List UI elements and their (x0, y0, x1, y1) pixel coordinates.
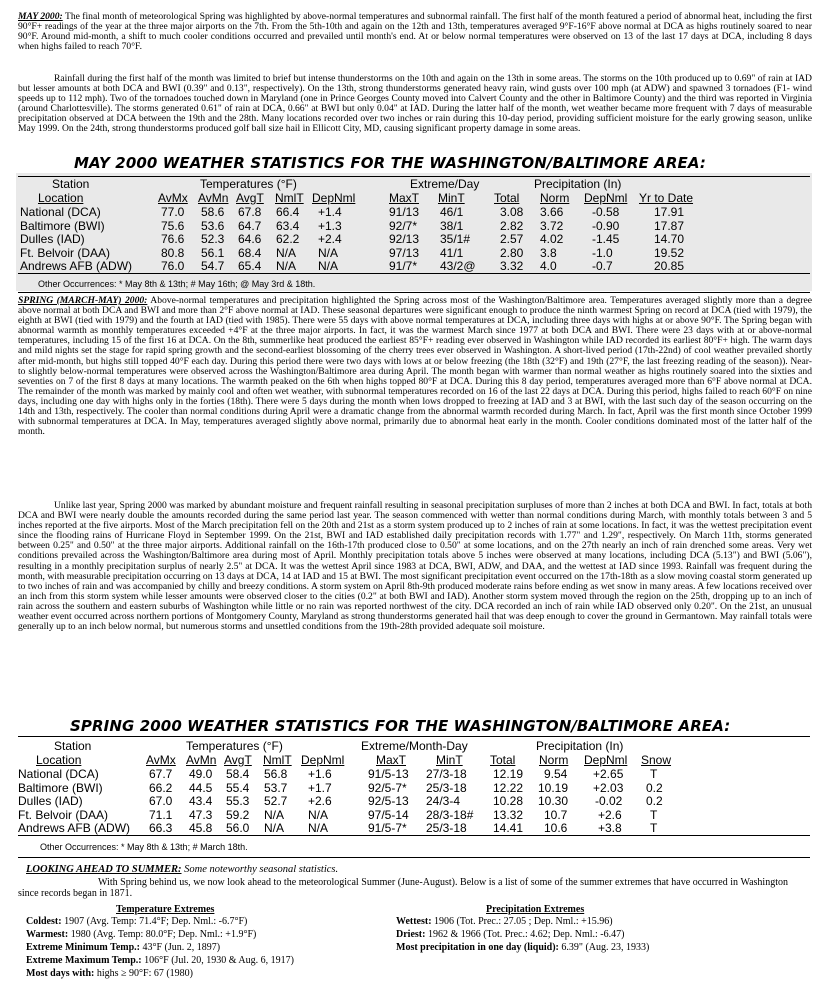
may-col-total: Total (494, 191, 520, 205)
may-paragraph-2 (18, 74, 812, 135)
may-cell: 53.6 (201, 218, 225, 233)
precipitation-extreme-row: Wettest: 1906 (Tot. Prec.: 27.05 ; Dep. Nml.: +15.96) (396, 916, 613, 927)
spring-cell: 9.54 (544, 767, 568, 781)
may-cell: National (DCA) (20, 205, 101, 219)
spring-cell: 27/3-18 (426, 767, 467, 781)
may-table-note: Other Occurrences: * May 8th & 13th; # May 16th; @ May 3rd & 18th. (38, 279, 316, 289)
may-cell: N/A (276, 259, 297, 273)
spring-col-maxt: MaxT (376, 753, 406, 767)
may-cell: 2.80 (500, 245, 524, 260)
summer-lead: LOOKING AHEAD TO SUMMER: (26, 864, 182, 875)
may-col-location: Location (38, 191, 84, 205)
spring-cell: +1.6 (308, 767, 332, 781)
spring-table-row (18, 809, 810, 823)
temperature-extreme-row: Most days with: highs ≥ 90°F: 67 (1980) (26, 968, 194, 979)
may-cell: -1.45 (592, 232, 620, 246)
temperature-extreme-row: Coldest: 1907 (Avg. Temp: 71.4°F; Dep. Nml.: -6.7°F) (26, 916, 248, 927)
spring-cell: 49.0 (189, 767, 213, 781)
spring-col-total: Total (490, 753, 516, 767)
may-group-temperatures: Temperatures (°F) (200, 177, 297, 191)
may-cell: -1.0 (592, 245, 613, 260)
may-cell: -0.90 (592, 218, 620, 233)
spring-lead: SPRING (MARCH-MAY) 2000: (18, 295, 148, 306)
spring-cell: T (650, 807, 658, 822)
may-col-avgt: AvgT (236, 191, 264, 205)
may-cell: Dulles (IAD) (20, 232, 85, 246)
spring-cell: 10.19 (538, 780, 569, 795)
spring-col-snow: Snow (641, 753, 672, 767)
summer-subtitle: Some noteworthy seasonal statistics. (184, 864, 339, 875)
spring-paragraph-1 (18, 296, 812, 437)
spring-cell: Baltimore (BWI) (18, 780, 103, 795)
may-table-row (18, 206, 810, 220)
precipitation-extremes-title: Precipitation Extremes (486, 904, 585, 915)
may-cell: 4.02 (540, 232, 564, 246)
may-text-2: Rainfall during the first half of the month was limited to brief but intense thunderstorms on the 10th and again on the 13th in some areas. The storms on the 10th produced up to 0.69" of rain at IAD but lesser amounts at both DCA and BWI (0.39" and 0.13", respectively). On the 13th, strong thunderstorms generated heavy rain, wind gusts over 100 mph (at ADW) and spawned 3 tornadoes (F1- wind speeds up to 112 mph). Two of the tornadoes touched down in Maryland (one in Prince Georges County moved into Calvert County and the other in Baltimore County) and the third was reported in Virginia (around Charlottesville). The storms generated 0.61" of rain at DCA, 0.66" at BWI but only 0.04" at IAD. During the latter half of the month, wet weather became more frequent with 7 days of measurable precipitation observed at DCA between the 19th and the 28th. Many locations recorded over two inches or rain during this 10-day period, providing sufficient moisture for the early growing season, unlike May 1999. On the 24th, strong thunderstorms produced golf ball size hail in Ellicott City, MD, causing significant property damage in some areas. (18, 73, 812, 135)
may-cell: 38/1 (440, 218, 464, 233)
spring-cell: 91/5-13 (368, 767, 409, 781)
spring-col-avmn: AvMn (186, 753, 217, 767)
may-cell: 3.8 (540, 245, 557, 260)
may-col-mint: MinT (438, 191, 465, 205)
may-cell: 2.57 (500, 232, 524, 246)
may-cell: 68.4 (238, 245, 262, 260)
spring-cell: 56.0 (226, 821, 250, 835)
spring-col-nmlt: NmlT (263, 753, 292, 767)
summer-heading (26, 865, 806, 875)
temperature-extremes-title: Temperature Extremes (116, 904, 215, 915)
may-lead: MAY 2000: (18, 11, 63, 22)
may-cell: 75.6 (161, 218, 185, 233)
summer-intro (18, 878, 788, 899)
may-cell: N/A (318, 245, 339, 260)
spring-cell: 0.2 (646, 780, 663, 795)
spring-cell: Ft. Belvoir (DAA) (18, 807, 109, 822)
temperature-extreme-row: Warmest: 1980 (Avg. Temp: 80.0°F; Dep. Nml.: +1.9°F) (26, 929, 257, 940)
may-cell: Ft. Belvoir (DAA) (20, 245, 111, 260)
spring-table-row (18, 795, 810, 809)
may-cell: 19.52 (654, 245, 685, 260)
summer-intro-text: With Spring behind us, we now look ahead to the meteorological Summer (June-August). Below is a list of some of the summer extremes that have occurred in Washington since records began in 1871. (18, 877, 788, 899)
spring-cell: 0.2 (646, 794, 663, 808)
may-cell: +2.4 (318, 232, 342, 246)
may-table-title: MAY 2000 WEATHER STATISTICS FOR THE WASHINGTON/BALTIMORE AREA: (74, 154, 706, 172)
may-col-depnml: DepNml (312, 191, 356, 205)
may-col-avmn: AvMn (198, 191, 229, 205)
may-group-precipitation: Precipitation (In) (534, 177, 622, 191)
may-table-mid-rule (18, 273, 810, 274)
may-cell: 2.82 (500, 218, 524, 233)
may-group-station: Station (52, 177, 90, 191)
may-cell: 92/7* (389, 218, 418, 233)
may-cell: 76.6 (161, 232, 185, 246)
spring-group-station: Station (54, 739, 92, 753)
may-cell: 64.7 (238, 218, 262, 233)
spring-text-2: Unlike last year, Spring 2000 was marked by abundant moisture and frequent rainfall resulting in seasonal precipitation surpluses of more than 2 inches at both DCA and BWI. In fact, totals at both DCA and BWI were nearly double the amounts recorded during the same period last year. The season commenced with wetter than normal conditions during March, with monthly totals between 3 and 5 inches reported at the five airports. Most of the March precipitation fell on the 20th and 21st as a storm system produced up to 2 inches of rain at some locations. In fact, it was the wettest precipitation event since the flooding rains of Hurricane Floyd in September 1999. On the 21st, BWI and IAD established daily precipitation records with 1.77" and 1.29", respectively. On March 11th, storms generated between 0.25" and 0.50" at the three major airports. Additional rainfall on the 16th-17th produced close to 0.50" at some locations, and on the 27th nearly an inch of rain drenched some areas. Very wet conditions prevailed across the Washington/Baltimore area during most of April. Monthly precipitation totals above 5 inches were observed at many locations, including DCA (5.13") and BWI (5.06"), resulting in a monthly precipitation surplus of nearly 2.5" at DCA. It was the wettest April since 1983 at DCA, BWI, ADW, and DAA, and the wettest at IAD since 1993. Rainfall was frequent during the month, with measurable precipitation occurring on 13 days at DCA, 14 at IAD and 15 at BWI. The most significant precipitation event occurred on the 17th-18th as a slow moving coastal storm generated up to two inches of rain and was accompanied by chilly and breezy conditions. A storm system on April 8th-9th produced moderate rains before ending as wet snow in many areas. A few locations received over an inch from this storm system while lesser amounts were observed closer to the cities (0.2" at both BWI and IAD). Another storm system moved through the region on the 25th, dropping up to an inch of rain across the southern and eastern suburbs of Washington while little or no rain was reported northwest of the city. DCA recorded an inch of rain while IAD observed only 0.20". On the 21st, an unusual weather event occurred across northern portions of Montgomery County, Maryland as strong thunderstorms generated hail that was deep enough to cover the ground in Germantown. May rainfall totals were generally up to an inch below normal, but numerous storms and unsettled conditions from the 19th-28th provided adequate soil moisture. (18, 500, 812, 633)
spring-cell: T (650, 767, 658, 781)
may-col-depnml-precip: DepNml (584, 191, 628, 205)
may-cell: 3.66 (540, 205, 564, 219)
spring-col-depnml: DepNml (301, 753, 345, 767)
spring-cell: +3.8 (598, 821, 622, 835)
may-table-row (18, 233, 810, 247)
may-cell: 63.4 (276, 218, 300, 233)
spring-cell: 53.7 (264, 780, 288, 795)
spring-cell: T (650, 821, 658, 835)
spring-col-location: Location (36, 753, 82, 767)
may-cell: N/A (276, 245, 297, 260)
temperature-extreme-row: Extreme Maximum Temp.: 106°F (Jul. 20, 1930 & Aug. 6, 1917) (26, 955, 294, 966)
spring-cell: 47.3 (189, 807, 213, 822)
spring-cell: N/A (264, 821, 285, 835)
may-cell: +1.4 (318, 205, 342, 219)
spring-cell: +2.03 (593, 780, 624, 795)
may-group-extreme: Extreme/Day (410, 177, 480, 191)
spring-cell: 58.4 (226, 767, 250, 781)
spring-col-norm: Norm (539, 753, 569, 767)
may-cell: Andrews AFB (ADW) (20, 259, 133, 273)
spring-cell: 10.7 (544, 807, 568, 822)
spring-table-title: SPRING 2000 WEATHER STATISTICS FOR THE WASHINGTON/BALTIMORE AREA: (70, 717, 731, 735)
may-table (18, 177, 810, 273)
may-cell: 20.85 (654, 259, 685, 273)
spring-cell: 97/5-14 (368, 807, 409, 822)
spring-cell: 12.22 (493, 780, 524, 795)
may-cell: 80.8 (161, 245, 185, 260)
spring-cell: 66.2 (149, 780, 173, 795)
temperature-extreme-row: Extreme Minimum Temp.: 43°F (Jun. 2, 1897) (26, 942, 221, 953)
spring-cell: 24/3-4 (426, 794, 461, 808)
spring-cell: +2.65 (593, 767, 624, 781)
spring-cell: 25/3-18 (426, 821, 467, 835)
spring-cell: 52.7 (264, 794, 288, 808)
spring-text-1: Above-normal temperatures and precipitation highlighted the Spring across most of the Washington/Baltimore area. Temperatures averaged slightly more than a degree above normal at both DCA and BWI and more than 2°F above normal at IAD. These seasonal departures were significant enough to produce the ninth warmest Spring on record at DCA (tied with 1979), the eighth at BWI (tied with 1979) and the fourth at IAD (tied with 1985). There were 55 days with above normal temperatures at DCA, including three days with highs at or above 90°F. The Spring began with abnormal warmth as monthly temperatures exceeded +4°F at the three major airports. In fact, it was the warmest March since 1977 at both DCA and BWI. There were 23 days with at or above-normal temperatures, including 15 of the first 16 at DCA. On the 8th, summerlike heat produced the earliest 85°F+ reading ever observed in Washington while IAD recorded its earliest 80°F+ high. The warm days and mild nights set the stage for rapid spring growth and the second-earliest blossoming of the cherry trees ever observed in Washington. A short-lived period (17th-22nd) of cool weather prevailed shortly after mid-month, but highs still topped 40°F each day. During this period there were two days with lows at or below freezing (the 18th (32°F) and 19th (27°F, the last freezing reading of the season)). Near- to slightly below-normal temperatures were observed across the Washington/Baltimore area during April. The month began with warmer than normal weather as highs routinely soared into the sixties and seventies on 7 of the first 8 days at many locations. The warmth peaked on the 6th when highs topped 80°F at DCA. During this 8 day period, temperatures averaged more than 6°F above normal at DCA. The remainder of the month was marked by mainly cool and often wet weather, with subnormal temperatures recorded on 16 of the last 22 days at DCA. During this period, highs failed to reach 60°F on nine days, including one day with highs only in the forties (18th). There were 5 days during the month when lows dropped to freezing at IAD and 3 at BWI, with the last such day of the season occurring on the 14th and 13th, respectively. The cooler than normal conditions during April were a dramatic change from the abnormal warmth recorded during March. In fact, April was the first month since October 1999 with subnormal temperatures at DCA. In May, temperatures averaged slightly above normal, primarily due to abnormal heat early in the month. Cooler conditions dominated most of the latter half of the month. (18, 295, 813, 438)
may-cell: 17.87 (654, 218, 685, 233)
may-cell: 41/1 (440, 245, 464, 260)
spring-cell: 59.2 (226, 807, 250, 822)
may-text-1: The final month of meteorological Spring was highlighted by above-normal temperatures and subnormal rainfall. The first half of the month featured a period of abnormal heat, including the first 90°F+ readings of the year at the three major airports on the 7th. From the 5th-10th and again on the 12th and 13th, temperatures averaged 9°F-16°F above normal at DCA as highs routinely soared to near 90°F. Around mid-month, a shift to much cooler conditions occurred and prevailed until month's end. At or below normal temperatures were observed on 13 of the last 17 days at DCA, including 8 days when highs failed to reach 70°F. (18, 11, 812, 53)
spring-table-bottom-rule (18, 857, 810, 858)
may-cell: Baltimore (BWI) (20, 218, 105, 233)
spring-cell: +2.6 (308, 794, 332, 808)
may-cell: 14.70 (654, 232, 685, 246)
spring-table-note: Other Occurrences: * May 8th & 13th; # March 18th. (40, 842, 248, 852)
spring-cell: 10.28 (493, 794, 524, 808)
spring-table-row (18, 782, 810, 796)
may-col-avmx: AvMx (158, 191, 188, 205)
spring-cell: 55.3 (226, 794, 250, 808)
may-cell: 35/1# (440, 232, 471, 246)
spring-cell: Andrews AFB (ADW) (18, 821, 131, 835)
spring-cell: 12.19 (493, 767, 524, 781)
may-cell: 52.3 (201, 232, 225, 246)
may-cell: +1.3 (318, 218, 342, 233)
precipitation-extreme-row: Driest: 1962 & 1966 (Tot. Prec.: 4.62; Dep. Nml.: -6.47) (396, 929, 625, 940)
spring-table-row (18, 768, 810, 782)
spring-cell: 45.8 (189, 821, 213, 835)
may-cell: 97/13 (389, 245, 420, 260)
may-cell: 67.8 (238, 205, 262, 219)
may-cell: 43/2@ (440, 259, 476, 273)
may-cell: N/A (318, 259, 339, 273)
spring-paragraph-2 (18, 501, 812, 632)
spring-cell: 56.8 (264, 767, 288, 781)
may-col-maxt: MaxT (389, 191, 419, 205)
spring-table (18, 739, 810, 835)
spring-cell: 13.32 (493, 807, 524, 822)
spring-cell: N/A (308, 821, 329, 835)
spring-cell: 44.5 (189, 780, 213, 795)
may-cell: 76.0 (161, 259, 185, 273)
spring-cell: 55.4 (226, 780, 250, 795)
spring-cell: 66.3 (149, 821, 173, 835)
spring-table-row (18, 822, 810, 836)
spring-group-precipitation: Precipitation (In) (536, 739, 624, 753)
spring-cell: 28/3-18# (426, 807, 474, 822)
spring-cell: 91/5-7* (368, 821, 407, 835)
may-cell: 91/13 (389, 205, 420, 219)
may-cell: 3.32 (500, 259, 524, 273)
spring-cell: 71.1 (149, 807, 173, 822)
may-cell: 3.72 (540, 218, 564, 233)
may-cell: -0.58 (592, 205, 620, 219)
spring-col-mint: MinT (436, 753, 463, 767)
spring-cell: +2.6 (598, 807, 622, 822)
may-cell: 66.4 (276, 205, 300, 219)
spring-col-avgt: AvgT (224, 753, 252, 767)
may-cell: 56.1 (201, 245, 225, 260)
spring-group-extreme: Extreme/Month-Day (361, 739, 468, 753)
spring-table-top-rule (18, 736, 810, 737)
spring-cell: Dulles (IAD) (18, 794, 83, 808)
may-cell: 46/1 (440, 205, 464, 219)
may-cell: 77.0 (161, 205, 185, 219)
may-cell: -0.7 (592, 259, 613, 273)
spring-cell: +1.7 (308, 780, 332, 795)
spring-cell: 67.7 (149, 767, 173, 781)
may-cell: 92/13 (389, 232, 420, 246)
spring-cell: National (DCA) (18, 767, 99, 781)
spring-cell: 67.0 (149, 794, 173, 808)
may-cell: 91/7* (389, 259, 418, 273)
spring-cell: 43.4 (189, 794, 213, 808)
spring-cell: 14.41 (493, 821, 524, 835)
may-cell: 17.91 (654, 205, 685, 219)
may-cell: 65.4 (238, 259, 262, 273)
precipitation-extreme-row: Most precipitation in one day (liquid): 6.39" (Aug. 23, 1933) (396, 942, 650, 953)
spring-cell: -0.02 (595, 794, 623, 808)
may-cell: 3.08 (500, 205, 524, 219)
may-table-bottom-rule (18, 292, 810, 293)
may-col-norm: Norm (540, 191, 570, 205)
may-cell: 54.7 (201, 259, 225, 273)
spring-group-temperatures: Temperatures (°F) (186, 739, 283, 753)
spring-cell: 10.6 (544, 821, 568, 835)
may-paragraph-1 (18, 12, 812, 52)
may-cell: 4.0 (540, 259, 557, 273)
spring-cell: 92/5-7* (368, 780, 407, 795)
spring-col-avmx: AvMx (146, 753, 176, 767)
may-cell: 62.2 (276, 232, 300, 246)
spring-cell: N/A (264, 807, 285, 822)
spring-cell: 25/3-18 (426, 780, 467, 795)
may-col-nmlt: NmlT (275, 191, 304, 205)
spring-table-mid-rule (18, 835, 810, 836)
may-col-yr-to-date: Yr to Date (639, 191, 694, 205)
spring-cell: 10.30 (538, 794, 569, 808)
may-table-row (18, 260, 810, 274)
may-cell: 64.6 (238, 232, 262, 246)
spring-col-depnml-precip: DepNml (584, 753, 628, 767)
may-cell: 58.6 (201, 205, 225, 219)
spring-cell: 92/5-13 (368, 794, 409, 808)
spring-cell: N/A (308, 807, 329, 822)
